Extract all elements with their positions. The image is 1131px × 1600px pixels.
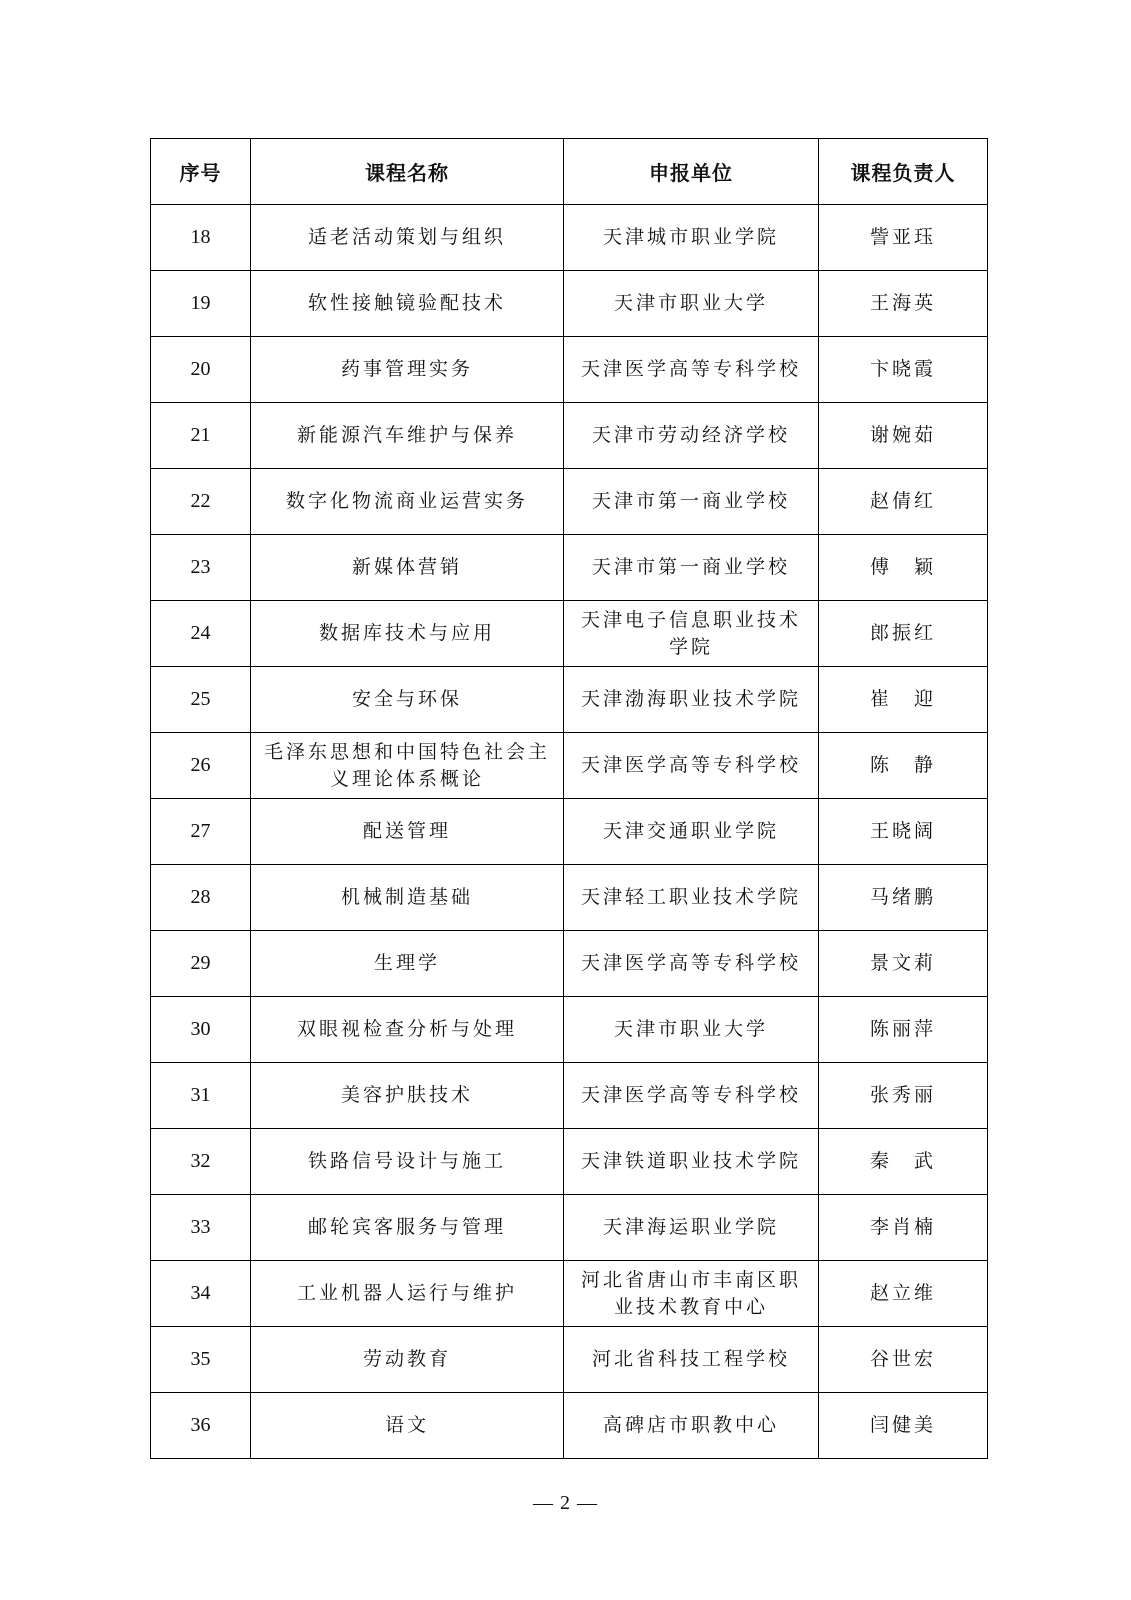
- cell-unit: 天津医学高等专科学校: [564, 1063, 819, 1129]
- cell-unit: 天津铁道职业技术学院: [564, 1129, 819, 1195]
- page-number: — 2 —: [533, 1492, 598, 1514]
- cell-unit: 天津市第一商业学校: [564, 469, 819, 535]
- cell-leader: 訾亚珏: [819, 205, 988, 271]
- cell-leader: 卞晓霞: [819, 337, 988, 403]
- table-row: [151, 601, 988, 667]
- table-row: [151, 337, 988, 403]
- cell-no: 21: [151, 403, 251, 469]
- table-row: [151, 205, 988, 271]
- cell-no: 34: [151, 1261, 251, 1327]
- cell-leader: 王晓阔: [819, 799, 988, 865]
- cell-leader: 王海英: [819, 271, 988, 337]
- cell-course: 机械制造基础: [251, 865, 564, 931]
- cell-course: 药事管理实务: [251, 337, 564, 403]
- cell-leader: 李肖楠: [819, 1195, 988, 1261]
- cell-unit: 天津交通职业学院: [564, 799, 819, 865]
- cell-unit: 天津市职业大学: [564, 997, 819, 1063]
- cell-unit: 天津海运职业学院: [564, 1195, 819, 1261]
- cell-leader: 陈 静: [819, 733, 988, 799]
- cell-leader: 闫健美: [819, 1393, 988, 1459]
- cell-no: 18: [151, 205, 251, 271]
- course-table: [150, 138, 988, 1459]
- cell-course: 软性接触镜验配技术: [251, 271, 564, 337]
- cell-course: 新媒体营销: [251, 535, 564, 601]
- cell-unit: 天津医学高等专科学校: [564, 733, 819, 799]
- cell-leader: 张秀丽: [819, 1063, 988, 1129]
- cell-no: 32: [151, 1129, 251, 1195]
- header-unit: 申报单位: [564, 139, 819, 205]
- cell-no: 23: [151, 535, 251, 601]
- cell-unit: 高碑店市职教中心: [564, 1393, 819, 1459]
- cell-course: 工业机器人运行与维护: [251, 1261, 564, 1327]
- cell-no: 25: [151, 667, 251, 733]
- cell-course: 生理学: [251, 931, 564, 997]
- cell-unit: 天津电子信息职业技术学院: [564, 601, 819, 667]
- cell-course: 新能源汽车维护与保养: [251, 403, 564, 469]
- cell-no: 28: [151, 865, 251, 931]
- table-row: [151, 667, 988, 733]
- cell-no: 26: [151, 733, 251, 799]
- cell-unit: 天津医学高等专科学校: [564, 931, 819, 997]
- cell-leader: 崔 迎: [819, 667, 988, 733]
- table-row: [151, 799, 988, 865]
- cell-course: 适老活动策划与组织: [251, 205, 564, 271]
- cell-unit: 河北省唐山市丰南区职业技术教育中心: [564, 1261, 819, 1327]
- cell-leader: 谷世宏: [819, 1327, 988, 1393]
- cell-no: 24: [151, 601, 251, 667]
- table-row: [151, 535, 988, 601]
- cell-course: 美容护肤技术: [251, 1063, 564, 1129]
- cell-leader: 景文莉: [819, 931, 988, 997]
- cell-leader: 马绪鹏: [819, 865, 988, 931]
- cell-leader: 傅 颖: [819, 535, 988, 601]
- cell-course: 邮轮宾客服务与管理: [251, 1195, 564, 1261]
- cell-leader: 陈丽萍: [819, 997, 988, 1063]
- table-row: [151, 1129, 988, 1195]
- table-row: [151, 403, 988, 469]
- table-header-row: [151, 139, 988, 205]
- table-row: [151, 1393, 988, 1459]
- table-row: [151, 997, 988, 1063]
- cell-course: 安全与环保: [251, 667, 564, 733]
- cell-no: 29: [151, 931, 251, 997]
- cell-course: 数据库技术与应用: [251, 601, 564, 667]
- cell-no: 36: [151, 1393, 251, 1459]
- table-row: [151, 469, 988, 535]
- cell-course: 语文: [251, 1393, 564, 1459]
- table-row: [151, 865, 988, 931]
- cell-leader: 秦 武: [819, 1129, 988, 1195]
- cell-unit: 天津轻工职业技术学院: [564, 865, 819, 931]
- cell-course: 劳动教育: [251, 1327, 564, 1393]
- cell-course: 配送管理: [251, 799, 564, 865]
- cell-unit: 天津医学高等专科学校: [564, 337, 819, 403]
- cell-unit: 天津市劳动经济学校: [564, 403, 819, 469]
- table-row: [151, 1195, 988, 1261]
- header-no: 序号: [151, 139, 251, 205]
- table-row: [151, 271, 988, 337]
- table-row: [151, 733, 988, 799]
- cell-no: 22: [151, 469, 251, 535]
- cell-unit: 天津城市职业学院: [564, 205, 819, 271]
- cell-no: 20: [151, 337, 251, 403]
- cell-no: 35: [151, 1327, 251, 1393]
- table-body: [151, 205, 988, 1459]
- table-row: [151, 1063, 988, 1129]
- cell-leader: 赵倩红: [819, 469, 988, 535]
- cell-no: 33: [151, 1195, 251, 1261]
- cell-course: 毛泽东思想和中国特色社会主义理论体系概论: [251, 733, 564, 799]
- cell-no: 27: [151, 799, 251, 865]
- cell-course: 铁路信号设计与施工: [251, 1129, 564, 1195]
- table-row: [151, 931, 988, 997]
- cell-unit: 天津市职业大学: [564, 271, 819, 337]
- cell-course: 数字化物流商业运营实务: [251, 469, 564, 535]
- cell-no: 19: [151, 271, 251, 337]
- cell-leader: 郎振红: [819, 601, 988, 667]
- cell-unit: 天津市第一商业学校: [564, 535, 819, 601]
- header-course: 课程名称: [251, 139, 564, 205]
- header-leader: 课程负责人: [819, 139, 988, 205]
- cell-leader: 赵立维: [819, 1261, 988, 1327]
- cell-no: 31: [151, 1063, 251, 1129]
- cell-leader: 谢婉茹: [819, 403, 988, 469]
- table-row: [151, 1327, 988, 1393]
- cell-no: 30: [151, 997, 251, 1063]
- cell-unit: 河北省科技工程学校: [564, 1327, 819, 1393]
- table-row: [151, 1261, 988, 1327]
- cell-unit: 天津渤海职业技术学院: [564, 667, 819, 733]
- cell-course: 双眼视检查分析与处理: [251, 997, 564, 1063]
